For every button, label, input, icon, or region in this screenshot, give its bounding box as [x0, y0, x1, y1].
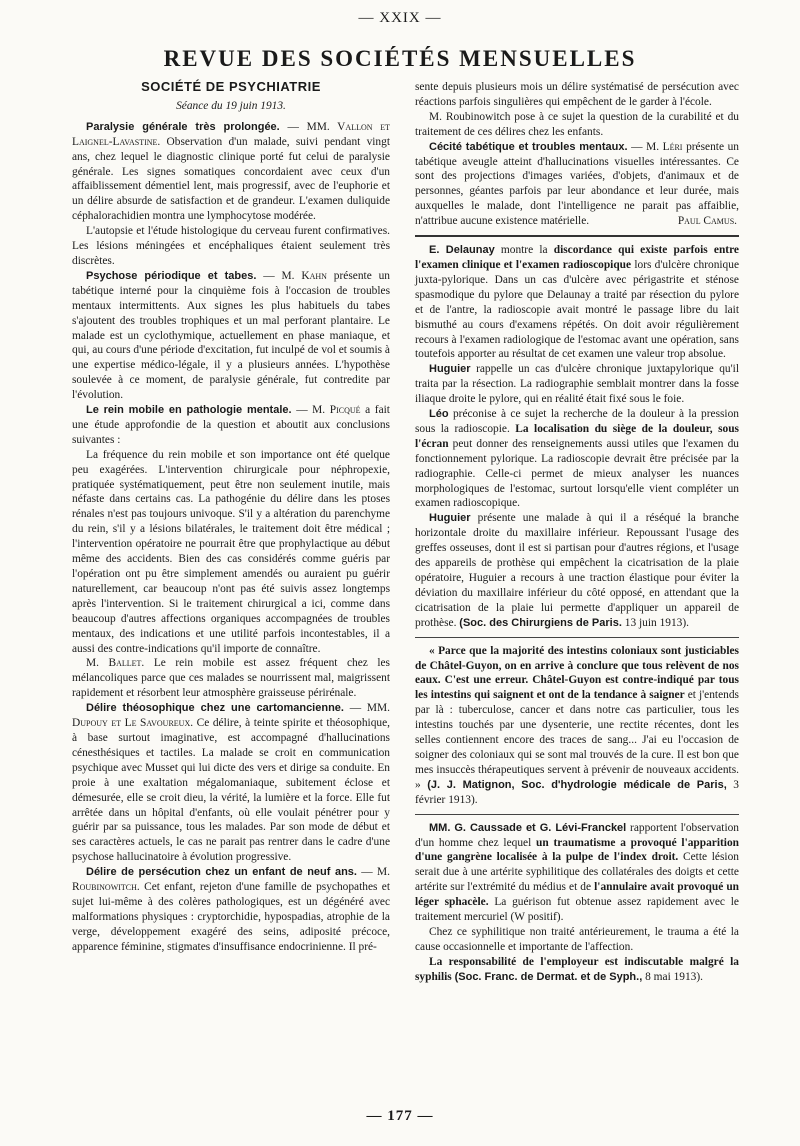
left-column [72, 80, 390, 955]
article-heading: Délire théosophique chez une cartomancienne. [86, 702, 344, 715]
article-text: présente un tabétique aveugle atteint d'hallucinations visuelles intéressantes. Ce sont des projections d'images variées, d'objets, d'animaux et de personnes, géantes parfois par leur abondance et leur durée, mais auxquelles le malade, dont l'intelligence ne parait pas affaiblie, n'attribue aucune existence matérielle. [415, 140, 739, 228]
article-text: La guérison fut obtenue assez rapidement avec le traitement mercuriel (W positif). [415, 896, 739, 924]
paragraph [415, 955, 739, 985]
emphasis-text: l'annulaire avait provoqué un léger sphacèle. [415, 881, 740, 909]
article-text: Cet enfant, rejeton d'une famille de psychopathes et sujet lui-même à des colères pathologiques, est un dégénéré avec malformations physiques : cryptorchidie, hypospadias, atrophie de la verge, développement exagéré des seins, adiposité précoce, apparence féminine, stigmates d'insuffisance endocrinienne. Il pré- [72, 881, 390, 953]
article-rein-mobile [72, 403, 390, 448]
source-date: 3 février 1913). [415, 778, 739, 806]
section-divider [415, 235, 739, 237]
emphasis-text: La responsabilité de l'employeur est indiscutable malgré la syphilis [415, 955, 739, 983]
article-cecite [415, 140, 739, 229]
article-heading: Psychose périodique et tabes. [86, 269, 257, 282]
right-column [415, 80, 739, 985]
article-text: a fait une étude approfondie de la question et aboutit aux conclusions suivantes : [72, 404, 390, 446]
author-name: Léo [429, 408, 449, 421]
article-authors: M. Ballet. [86, 657, 145, 670]
article-heading: Délire de persécution chez un enfant de neuf ans. [86, 866, 357, 879]
article-text: Cette lésion serait due à une artérite syphilitique des collatérales des doigts et cette artérite sur l'extrémité du médius et de [415, 851, 739, 894]
author-name: MM. G. Caussade et G. Lévi-Franckel [429, 821, 627, 834]
article-huguier-1 [415, 362, 739, 407]
emphasis-text: La localisation du siège de la douleur, sous l'écran [415, 422, 739, 450]
article-caussade [415, 821, 739, 925]
paragraph: Chez ce syphilitique non traité antérieurement, le trauma a été la cause occasionnelle et importante de l'affection. [415, 925, 739, 953]
article-heading: Cécité tabétique et troubles mentaux. [429, 140, 628, 153]
article-text: Observation d'un malade, suivi pendant vingt ans, chez lequel le diagnostic clinique porté fut celui de paralysie générale. Les signes somatiques concordaient avec ceux d'un affaiblissement démentiel lent, mais progressif, avec de l'euphorie et un délire absurde de satisfaction et de grandeur. L'examen duliquide céphalorachidien montra une lymphocytose modérée. [72, 135, 390, 223]
source-date: 8 mai 1913). [645, 970, 704, 983]
article-authors: — M. Kahn [263, 269, 327, 282]
emphasis-text: discordance qui existe parfois entre l'examen clinique et l'examen radioscopique [415, 244, 739, 271]
page-title: REVUE DES SOCIÉTÉS MENSUELLES [163, 46, 637, 71]
article-delire-theosophique [72, 701, 390, 865]
article-text: rapportent l'observation d'un homme chez lequel [415, 821, 739, 849]
page-number: — 177 — [366, 1108, 434, 1124]
article-authors: — M. Roubinowitch. [72, 866, 390, 894]
source-date: 13 juin 1913). [624, 616, 689, 629]
article-authors: — M. Léri [631, 140, 683, 153]
source-reference: (J. J. Matignon, Soc. d'hydrologie médicale de Paris, [427, 778, 727, 791]
article-text: rappelle un cas d'ulcère chronique juxtapylorique qu'il traita par la résection. La radiographie semblait montrer dans la fosse iliaque droite le pylore, qui en réalité était fixé sous le foie. [415, 363, 739, 406]
emphasis-text: « Parce que la majorité des intestins coloniaux sont justiciables de Châtel-Guyon, on en arrive à conclure que tous relèvent de nos eaux. C'est une erreur. Châtel-Guyon est contre-indiqué par tous les intestins qui saignent et ont de la tendance à saigner [415, 644, 739, 702]
paragraph: M. Roubinowitch pose à ce sujet la question de la curabilité et du traitement de ces délires chez les enfants. [415, 110, 739, 138]
article-psychose [72, 269, 390, 403]
article-leo [415, 407, 739, 511]
society-heading: SOCIÉTÉ DE PSYCHIATRIE [141, 79, 321, 94]
source-reference: (Soc. des Chirurgiens de Paris. [459, 616, 622, 629]
article-text: Ce délire, à teinte spirite et théosophique, à base surtout imaginative, est accompagné d'hallucinations cénesthésiques et tactiles. La malade se croit en communication psychique avec Musset qui lui dicte des vers et dirige sa conduite. En proie à une exaltation mégalomaniaque, subitement éclose et démesurée, elle se croit dieu, la vérité, la lumière et la force. Elle fut arrêtée dans un hôpital d'enfants, où elle voulait pénétrer pour y guérir par sa puissance, tous les malades. Par son mode de début et ses caractères actuels, le cas ne parait pas rentrer dans le cadre d'une psychose hallucinatoire à évolution progressive. [72, 717, 391, 864]
article-text: peut donner des renseignements aussi utiles que l'examen du fonctionnement pylorique. La radioscopie devrait être précisée par la radiographie. Celle-ci permet de mieux analyser les nuances morphologiques de l'estomac, surtout lorsqu'elle vient compléter un examen radioscopique. [415, 437, 739, 510]
paragraph [72, 656, 390, 701]
article-authors: — MM. Dupouy et Le Savoureux. [72, 702, 391, 730]
article-text: présente une malade à qui il a réséqué la branche horizontale droite du maxillaire inférieur. Repoussant l'usage des greffes osseuses, dont il est si partisan pour d'autres régions, et l'usage des appareils de prothèse qui empêchent la cicatrisation de la plaie opératoire, Huguier a recours à une traction élastique pour éviter la déviation du maxillaire inférieur du côté opposé, en attendant que la cicatrisation de la plaie lui permette d'appliquer un appareil de prothèse. [415, 512, 739, 629]
paragraph: L'autopsie et l'étude histologique du cerveau furent confirmatives. Les lésions méningées et encéphaliques étaient seulement très discrètes. [72, 225, 390, 267]
article-delire-persecution [72, 865, 390, 954]
author-name: Huguier [429, 363, 471, 376]
section-divider [415, 814, 739, 815]
article-authors: — M. Picqué [296, 404, 361, 417]
article-text: présente un tabétique interné pour la cinquième fois à l'occasion de troubles mentaux intermittents. Aux signes les plus habituels du tabes s'ajoutent des troubles trophiques et un mal perforant plantaire. Le malade est un cyclothymique, actuellement en phase maniaque, et qui, au cours d'une période d'excitation, fut inculpé de vol et soumis à une expertise médico-légale, il y a plusieurs années. L'hypothèse soulevée à ce moment, de paralysie générale, fut contredite par l'évolution. [72, 269, 390, 402]
paragraph: La fréquence du rein mobile et son importance ont été quelque peu exagérées. L'intervention chirurgicale pour néphropexie, pratiquée systématiquement, peut être non seulement inutile, mais néfaste dans certains cas. La pathogénie du délire dans les ptoses rénales n'est pas toujours univoque. S'il y a altération du parenchyme du rein, s'il y a lésions bilatérales, le traitement doit être médical ; l'intervention opératoire ne pourrait être que prophylactique au début même des accidents. Bien des cas considérés comme guéris par l'opération ont pu être simplement amendés ou auraient pu guérir naturellement, car beaucoup n'ont pas été suivis assez longtemps après l'intervention. Si le traitement chirurgical a ici, comme dans beaucoup d'autres affections organiques accompagnées de troubles mentaux, des indications et une utilité parfois incontestables, il a aussi des contre-indications qu'il importe de connaître. [72, 448, 390, 655]
paragraph: sente depuis plusieurs mois un délire systématisé de persécution avec réactions parfois singulières qui empêchent de le garder à l'école. [415, 81, 739, 108]
session-date: Séance du 19 juin 1913. [176, 99, 286, 112]
article-huguier-2 [415, 511, 739, 630]
article-paralysie [72, 120, 390, 224]
article-text: et j'entends par là : tuberculose, cancer et dans notre cas particulier, tous les intestins touchés par une dysenterie, une rectite récentes, dont les selles contiennent encore des traces de sang... J'ai eu l'occasion de soigner des coloniaux qui se sont mal trouvés de la cure. Il est bon que mes insuccès thérapeutiques servent à prévenir de nouveaux accidents. » [415, 689, 739, 791]
article-heading: Paralysie générale très prolongée. [86, 120, 280, 133]
article-text: lors d'ulcère chronique juxta-pylorique. Dans un cas d'ulcère avec périgastrite et sténose spasmodique du pylore que Delaunay a traité par résection du pylore et de l'antre, la radioscopie avait montré le passage libre du lait bismuthé au cours d'examens répétés. On doit avoir régulièrement recours à l'examen radiologique de l'estomac avant une opération, sans toutefois apporter au résultat de cet examen une valeur trop absolue. [415, 258, 739, 361]
emphasis-text: un traumatisme a provoqué l'apparition d'une gangrène localisée à la pulpe de l'index droit. [415, 836, 739, 864]
article-text: montre la [500, 244, 548, 257]
quote-matignon [415, 644, 739, 808]
article-text: Le rein mobile est assez fréquent chez les mélancoliques parce que ces malades se nourrissent mal, maigrissent rapidement et résorbent leur atmosphère graisseuse périrénale. [72, 657, 390, 700]
section-divider [415, 637, 739, 638]
roman-page-number: — XXIX — [358, 10, 442, 26]
signature: Paul Camus. [677, 215, 737, 228]
article-authors: — MM. Vallon et Laignel-Lavastine. [72, 120, 391, 148]
author-name: Huguier [429, 512, 471, 525]
article-delaunay [415, 243, 739, 362]
source-reference: (Soc. Franc. de Dermat. et de Syph., [454, 970, 643, 983]
article-heading: Le rein mobile en pathologie mentale. [86, 404, 292, 417]
article-text: préconise à ce sujet la recherche de la douleur à la pression sous la radioscopie. [415, 408, 739, 435]
author-name: E. Delaunay [429, 244, 495, 257]
